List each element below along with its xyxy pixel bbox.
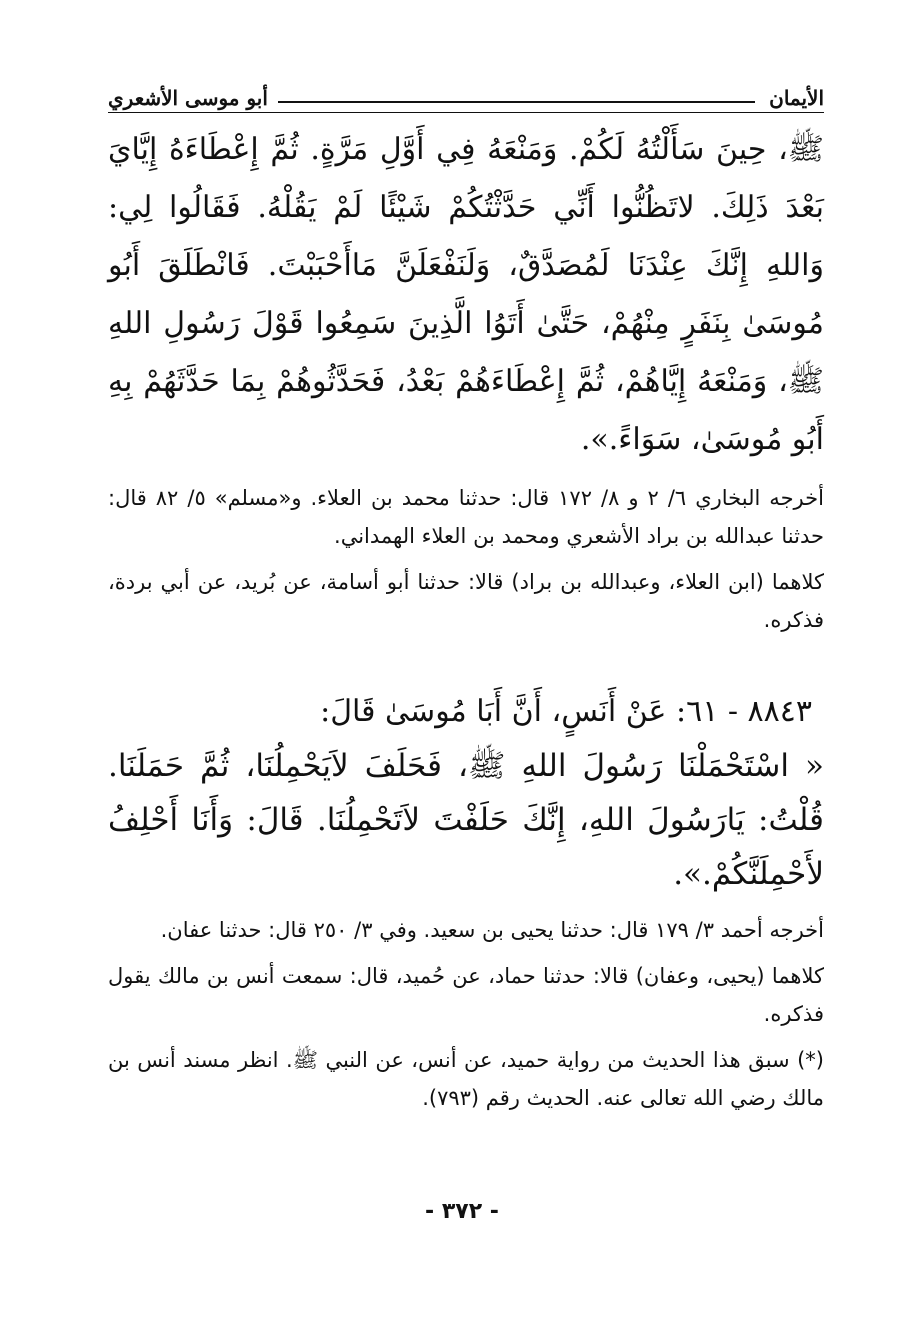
hadith-text: « اسْتَحْمَلْنَا رَسُولَ اللهِ ﷺ، فَحَلَفَ لاَيَحْمِلُنَا، ثُمَّ حَمَلَنَا. قُلْتُ: يَارَسُولَ اللهِ، إِنَّكَ حَلَفْتَ لاَتَحْمِلُنَا. قَالَ: وَأَنَا أَحْلِفُ لأَحْمِلَنَّكُمْ.». bbox=[108, 748, 824, 892]
book-page bbox=[108, 78, 824, 1117]
hadith-text-continued: ﷺ، حِينَ سَأَلْتُهُ لَكُمْ. وَمَنْعَهُ فِي أَوَّلِ مَرَّةٍ. ثُمَّ إِعْطَاءَهُ إِيَّايَ بَعْدَ ذَلِكَ. لاتَظُنُّوا أَنِّي حَدَّثْتُكُمْ شَيْئًا لَمْ يَقُلْهُ. فَقَالُوا لِي: وَاللهِ إِنَّكَ عِنْدَنَا لَمُصَدَّقٌ، وَلَنَفْعَلَنَّ مَاأَحْبَبْتَ. فَانْطَلَقَ أَبُو مُوسَىٰ بِنَفَرٍ مِنْهُمْ، حَتَّىٰ أَتَوُا الَّذِينَ سَمِعُوا قَوْلَ رَسُولِ اللهِ ﷺ، وَمَنْعَهُ إِيَّاهُمْ، ثُمَّ إِعْطَاءَهُمْ بَعْدُ، فَحَدَّثُوهُمْ بِمَا حَدَّثَهُمْ بِهِ أَبُو مُوسَىٰ، سَوَاءً.». bbox=[108, 132, 824, 457]
header-section-title: الأيمان bbox=[769, 86, 824, 110]
running-header bbox=[108, 78, 824, 113]
takhrij-note: أخرجه أحمد ٣/ ١٧٩ قال: حدثنا يحيى بن سعيد. وفي ٣/ ٢٥٠ قال: حدثنا عفان. bbox=[160, 918, 824, 942]
footnote: (*) سبق هذا الحديث من رواية حميد، عن أنس، عن النبي ﷺ. انظر مسند أنس بن مالك رضي الله تعالى عنه. الحديث رقم (٧٩٣). bbox=[108, 1048, 824, 1110]
header-rule bbox=[278, 101, 755, 103]
page-number: - ٣٧٢ - bbox=[425, 1199, 499, 1224]
header-book-title: أبو موسى الأشعري bbox=[108, 86, 268, 110]
takhrij-note: كلاهما (يحيى، وعفان) قالا: حدثنا حماد، عن حُميد، قال: سمعت أنس بن مالك يقول فذكره. bbox=[108, 964, 824, 1026]
takhrij-note: كلاهما (ابن العلاء، وعبدالله بن براد) قالا: حدثنا أبو أسامة، عن بُريد، عن أبي بردة، فذكره. bbox=[108, 570, 824, 632]
hadith-heading: ٨٨٤٣ - ٦١: عَنْ أَنَسٍ، أَنَّ أَبَا مُوسَىٰ قَالَ: bbox=[320, 694, 812, 729]
takhrij-note: أخرجه البخاري ٦/ ٢ و ٨/ ١٧٢ قال: حدثنا محمد بن العلاء. و«مسلم» ٥/ ٨٢ قال: حدثنا عبدالله بن براد الأشعري ومحمد بن العلاء الهمداني. bbox=[108, 486, 824, 548]
